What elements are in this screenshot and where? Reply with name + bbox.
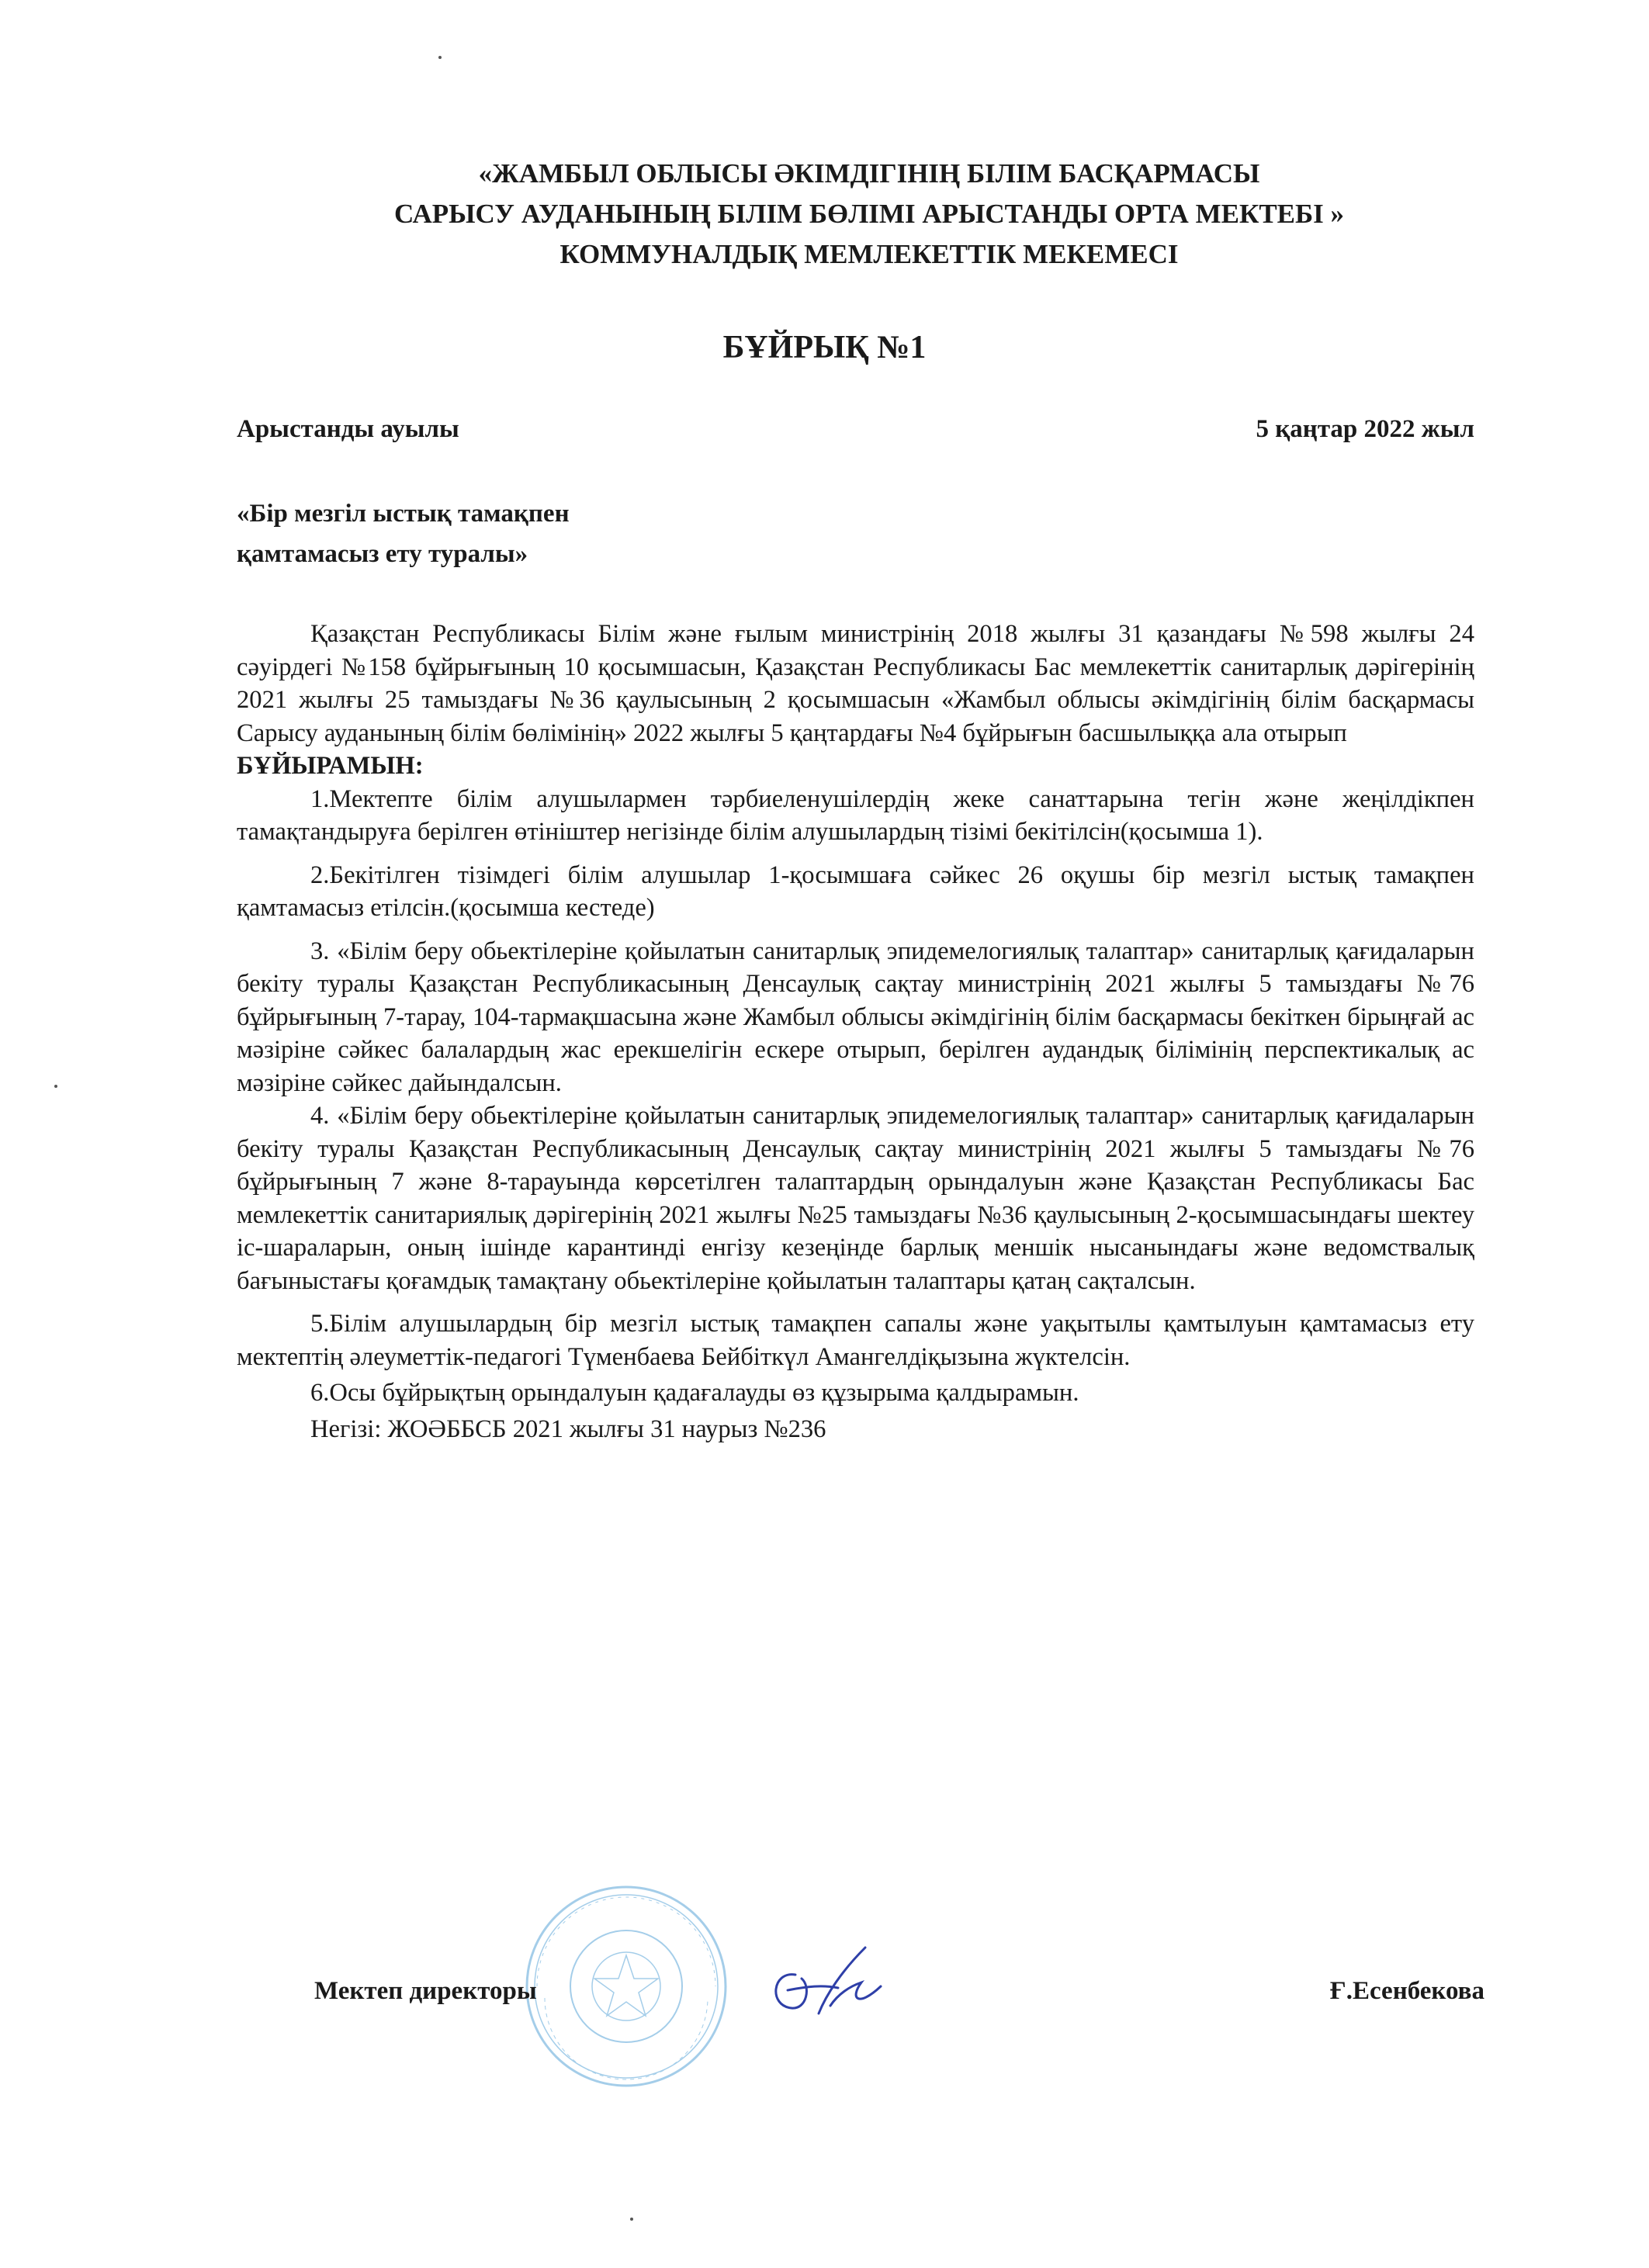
order-item-2: 2.Бекітілген тізімдегі білім алушылар 1-қосымшаға сәйкес 26 оқушы бір мезгіл ыстық тамақпен қамтамасыз етілсін.(қосымша кестеде) (237, 860, 1474, 922)
place-name: Арыстанды ауылы (237, 415, 459, 443)
order-item-4: 4. «Білім беру обьектілеріне қойылатын санитарлық эпидемелогиялық талаптар» санитарлық қағидаларын бекіту туралы Қазақстан Республикасының Денсаулық сақтау министрінің 2021 жылғы 5 тамыздағы №76 бұйрығының 7 және 8-тарауында көрсетілген талаптардың орындалуын және Қазақстан Республикасы Бас мемлекеттік санитариялық дәрігерінің 2021 жылғы №25 тамыздағы №36 қаулысының 2-қосымшасындағы шектеу іс-шараларын, оның ішінде карантинді енгізу кезеңінде барлық меншік нысанындағы және ведомствалық бағыныстағы қоғамдық тамақтану обьектілеріне қойылатын талаптары қатаң сақталсын. (237, 1102, 1474, 1295)
preamble-paragraph: Қазақстан Республикасы Білім және ғылым министрінің 2018 жылғы 31 қазандағы №598 жылғы 24 сәуірдегі №158 бұйрығының 10 қосымшасын, Қазақстан Республикасы Бас мемлекеттік санитарлық дәрігерінің 2021 жылғы 25 тамыздағы №36 қаулысының 2 қосымшасын «Жамбыл облысы әкімдігінің білім басқармасы Сарысу ауданының білім бөлімінің» 2022 жылғы 5 қаңтардағы №4 бұйрығын басшылыққа ала отырып (237, 620, 1474, 747)
order-date: 5 қаңтар 2022 жыл (1256, 415, 1474, 443)
order-title: БҰЙРЫҚ №1 (722, 330, 927, 365)
scan-speck (54, 1085, 57, 1088)
header-line-2: САРЫСУ АУДАНЫНЫҢ БІЛІМ БӨЛІМІ АРЫСТАНДЫ ОРТА МЕКТЕБІ » (393, 199, 1345, 229)
signature-icon (764, 1940, 889, 2029)
basis-line: Негізі: ЖОӘББСБ 2021 жылғы 31 наурыз №236 (310, 1414, 826, 1443)
decree-word: БҰЙЫРАМЫН: (237, 752, 424, 780)
order-subject (237, 493, 780, 574)
signatory-name: Ғ.Есенбекова (1329, 1977, 1484, 2005)
order-item-6: 6.Осы бұйрықтың орындалуын қадағалауды өз құзырыма қалдырамын. (310, 1379, 1079, 1407)
header-line-1: «ЖАМБЫЛ ОБЛЫСЫ ӘКІМДІГІНІҢ БІЛІМ БАСҚАРМАСЫ (478, 158, 1260, 189)
institution-header (233, 154, 1505, 275)
header-line-3: КОММУНАЛДЫҚ МЕМЛЕКЕТТІК МЕКЕМЕСІ (559, 239, 1179, 269)
scan-speck (630, 2218, 633, 2221)
subject-line-2: қамтамасыз ету туралы» (237, 540, 528, 568)
subject-line-1: «Бір мезгіл ыстық тамақпен (237, 500, 570, 528)
signatory-title: Мектеп директоры (314, 1977, 537, 2005)
order-item-5: 5.Білім алушылардың бір мезгіл ыстық тамақпен сапалы және уақытылы қамтылуын қамтамасыз ету мектептің әлеуметтік-педагогі Түменбаева Бейбіткүл Амангелдіқызына жүктелсін. (237, 1310, 1474, 1371)
order-item-1: 1.Мектепте білім алушылармен тәрбиеленушілердің жеке санаттарына тегін және жеңілдікпен тамақтандыруға берілген өтініштер негізінде білім алушылардың тізімі бекітілсін(қосымша 1). (237, 784, 1474, 846)
order-item-3: 3. «Білім беру обьектілеріне қойылатын санитарлық эпидемелогиялық талаптар» санитарлық қағидаларын бекіту туралы Қазақстан Республикасының Денсаулық сақтау министрінің 2021 жылғы 5 тамыздағы №76 бұйрығының 7-тарау, 104-тармақшасына және Жамбыл облысы әкімдігінің білім басқармасы бекіткен бірыңғай ас мәзіріне сәйкес балалардың жас ерекшелігін ескере отырып, берілген аудандық білімінің перспектикалық ас мәзіріне сәйкес дайындалсын. (237, 937, 1474, 1097)
stamp-icon (521, 1882, 731, 2091)
order-body (237, 618, 1474, 1446)
scan-speck (438, 56, 442, 59)
